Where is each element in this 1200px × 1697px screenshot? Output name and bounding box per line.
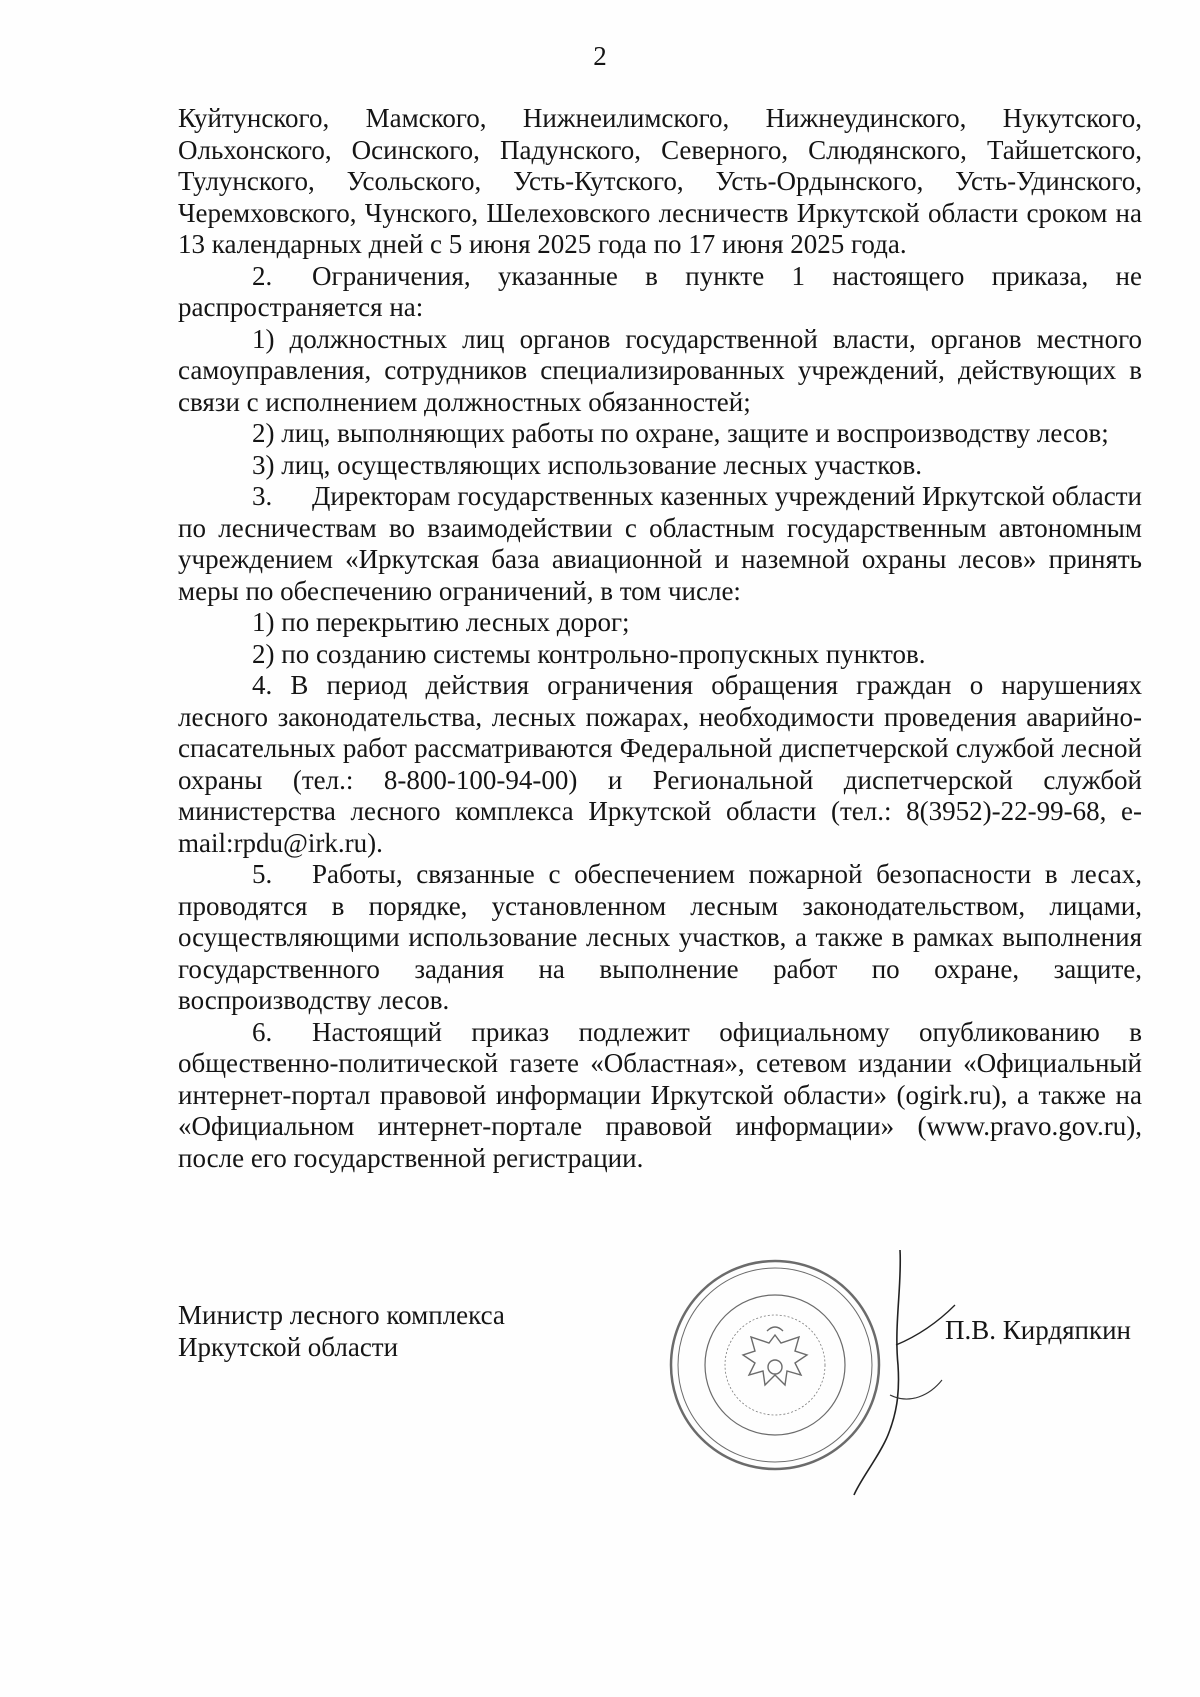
paragraph-text: Ограничения, указанные в пункте 1 настоящего приказа, не распространяется на:	[178, 260, 1142, 322]
paragraph-text: Директорам государственных казенных учреждений Иркутской области по лесничествам во взаимодействии с областным государственным автономным учреждением «Иркутская база авиационной и наземной охраны лесов» принять меры по обеспечению ограничений, в том числе:	[178, 481, 1142, 606]
paragraph-text: 1) должностных лиц органов государственной власти, органов местного самоуправления, сотрудников специализированных учреждений, действующих в связи с исполнением должностных обязанностей;	[178, 323, 1142, 417]
paragraph-text: 1) по перекрытию лесных дорог;	[252, 607, 630, 637]
subitem-3-1	[178, 607, 1142, 639]
paragraph-item-4	[178, 670, 1142, 859]
signatory-title-line-2: Иркутской области	[178, 1331, 399, 1362]
item-number: 3.	[252, 481, 273, 511]
paragraph-text: 2) лиц, выполняющих работы по охране, защите и воспроизводству лесов;	[252, 418, 1109, 448]
subitem-2-3	[178, 450, 1142, 482]
item-number: 6.	[252, 1016, 273, 1047]
paragraph-item-3	[178, 481, 1142, 607]
paragraph-item-6	[178, 1017, 1142, 1175]
signatory-title	[178, 1300, 505, 1363]
paragraph-item-2	[178, 261, 1142, 324]
signatory-name: П.В. Кирдяпкин	[945, 1315, 1131, 1345]
paragraph-text: 2) по созданию системы контрольно-пропускных пунктов.	[252, 638, 926, 669]
item-number: 5.	[252, 859, 273, 889]
page-number: 2	[593, 41, 607, 71]
eagle-emblem	[743, 1327, 807, 1385]
paragraph-text: Куйтунского, Мамского, Нижнеилимского, Нижнеудинского, Нукутского, Ольхонского, Осинского, Падунского, Северного, Слюдянского, Тайшетского, Тулунского, Усольского, Усть-Кутского, Усть-Ордынского, Усть-Удинского, Черемховского, Чунского, Шелеховского лесничеств Иркутской области сроком на 13 календарных дней с 5 июня 2025 года по 17 июня 2025 года.	[178, 103, 1142, 259]
paragraph-continuation	[178, 103, 1142, 261]
document-body	[178, 103, 1142, 1174]
subitem-2-2	[178, 418, 1142, 450]
paragraph-text: Настоящий приказ подлежит официальному опубликованию в общественно-политической газете «Областная», сетевом издании «Официальный интернет-портал правовой информации Иркутской области» (ogirk.ru), а также на «Официальном интернет-портале правовой информации» (www.pravo.gov.ru), после его государственной регистрации.	[178, 1016, 1142, 1173]
paragraph-text: Работы, связанные с обеспечением пожарной безопасности в лесах, проводятся в порядке, установленном лесным законодательством, лицами, осуществляющими использование лесных участков, а также в рамках выполнения государственного задания на выполнение работ по охране, защите, воспроизводству лесов.	[178, 859, 1142, 1015]
subitem-2-1	[178, 324, 1142, 419]
paragraph-text: 3) лиц, осуществляющих использование лесных участков.	[252, 449, 922, 480]
item-number: 2.	[252, 260, 273, 291]
subitem-3-2	[178, 639, 1142, 671]
handwritten-signature	[830, 1245, 960, 1505]
paragraph-text: 4. В период действия ограничения обращения граждан о нарушениях лесного законодательства, лесных пожарах, необходимости проведения аварийно-спасательных работ рассматриваются Федеральной диспетчерской службой лесной охраны (тел.: 8-800-100-94-00) и Региональной диспетчерской службой министерства лесного комплекса Иркутской области (тел.: 8(3952)-22-99-68, e-mail:rpdu@irk.ru).	[178, 670, 1142, 858]
paragraph-item-5	[178, 859, 1142, 1017]
signatory-title-line-1: Министр лесного комплекса	[178, 1300, 505, 1330]
